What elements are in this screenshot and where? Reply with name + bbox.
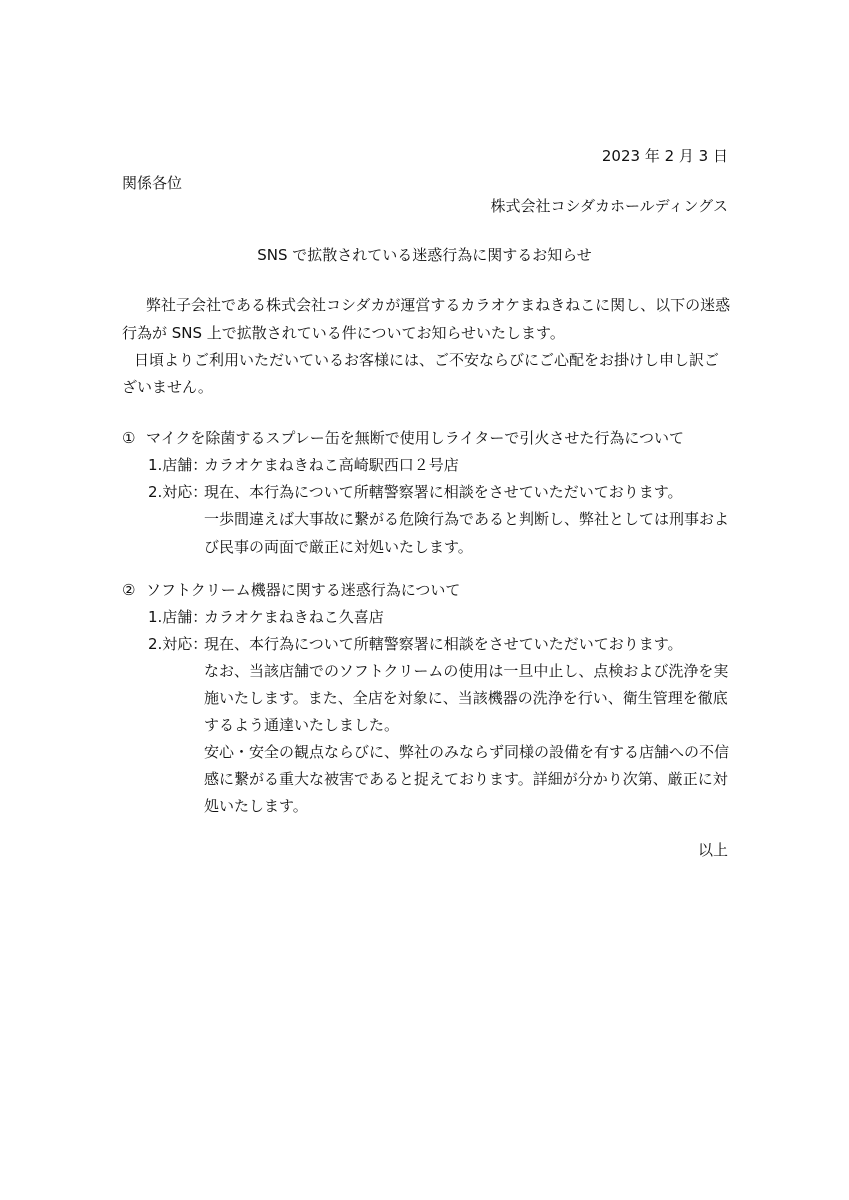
intro-paragraph-2-line-2: ざいません。 <box>122 378 213 396</box>
section-2-response-value: 現在、本行為について所轄警察署に相談をさせていただいております。 <box>204 635 683 653</box>
section-2-note-line: 安心・安全の観点ならびに、弊社のみならず同様の設備を有する店舗への不信 <box>204 743 730 761</box>
section-2-heading-text: ソフトクリーム機器に関する迷惑行為について <box>146 581 461 599</box>
section-1-response-value: 現在、本行為について所轄警察署に相談をさせていただいております。 <box>204 483 683 501</box>
section-2-note-line: なお、当該店舗でのソフトクリームの使用は一旦中止し、点検および洗浄を実 <box>204 662 729 680</box>
section-1-heading <box>122 428 684 448</box>
section-1-heading-text: マイクを除菌するスプレー缶を無断で使用しライターで引火させた行為について <box>146 429 685 447</box>
section-2-store-value: カラオケまねきねこ久喜店 <box>204 608 384 626</box>
section-2-note-line: 感に繋がる重大な被害であると捉えております。詳細が分かり次第、厳正に対 <box>204 770 728 788</box>
section-2-marker: ② <box>122 581 136 599</box>
intro-paragraph-2-line-1: 日頃よりご利用いただいているお客様には、ご不安ならびにご心配をお掛けし申し訳ご <box>134 351 720 369</box>
section-2-store-label: 1.店舗： <box>148 608 208 626</box>
sender-company: 株式会社コシダカホールディングス <box>490 197 728 215</box>
section-2-note-line: 処いたします。 <box>204 797 308 815</box>
section-2-note-line: するよう通達いたしました。 <box>204 716 400 734</box>
section-1-response-label: 2.対応： <box>148 483 208 501</box>
section-1-marker: ① <box>122 429 136 447</box>
document-title: SNS で拡散されている迷惑行為に関するお知らせ <box>257 246 592 264</box>
section-2-note-line: 施いたします。また、全店を対象に、当該機器の洗浄を行い、衛生管理を徹底 <box>204 689 728 707</box>
section-1-note-line: 一歩間違えば大事故に繋がる危険行為であると判断し、弊社としては刑事およ <box>204 510 730 528</box>
document-date: 2023 年 2 月 3 日 <box>601 147 728 165</box>
section-2-heading <box>122 580 460 600</box>
intro-paragraph-1-line-1: 弊社子会社である株式会社コシダカが運営するカラオケまねきねこに関し、以下の迷惑 <box>146 296 731 314</box>
recipient: 関係各位 <box>122 174 183 192</box>
closing-mark: 以上 <box>697 841 728 859</box>
section-1-store-label: 1.店舗： <box>148 456 208 474</box>
section-2-response-label: 2.対応： <box>148 635 208 653</box>
section-1-store-value: カラオケまねきねこ高崎駅西口２号店 <box>204 456 459 474</box>
intro-paragraph-1-line-2: 行為が SNS 上で拡散されている件についてお知らせいたします。 <box>122 324 565 342</box>
section-1-note-line: び民事の両面で厳正に対処いたします。 <box>204 538 473 556</box>
